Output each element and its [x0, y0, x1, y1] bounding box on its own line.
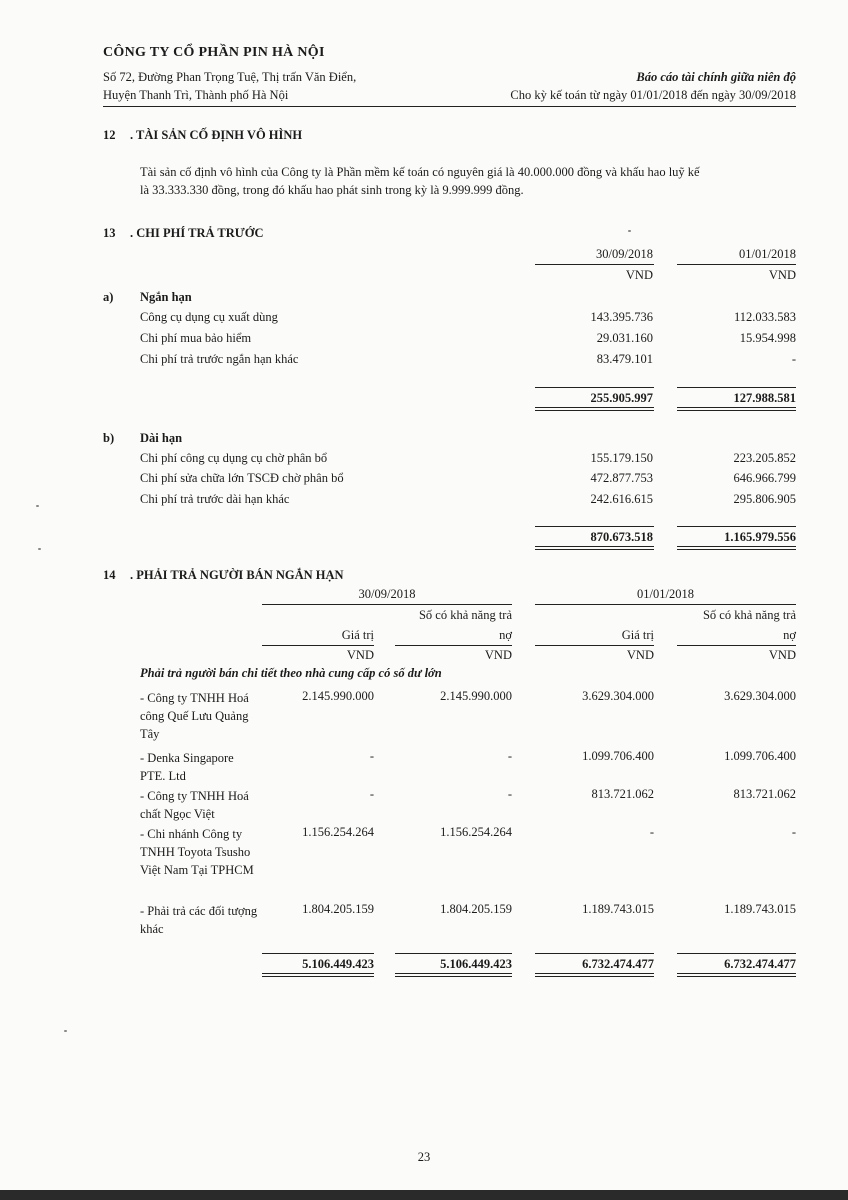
unit-label: VND: [768, 648, 796, 662]
unit-label: VND: [484, 648, 512, 662]
supplier-value: -: [507, 749, 512, 763]
supplier-value: 3.629.304.000: [724, 689, 796, 703]
page-number: 23: [417, 1150, 431, 1164]
total-double-rule: [535, 973, 654, 977]
supplier-value: 1.156.254.264: [440, 825, 512, 839]
section-13a-total-col1: 255.905.997: [590, 391, 653, 405]
prepaid-row-value: 29.031.160: [596, 331, 653, 345]
prepaid-row-name: Chi phí công cụ dụng cụ chờ phân bổ: [140, 451, 328, 465]
supplier-value: -: [649, 825, 654, 839]
section-14-total: 6.732.474.477: [582, 957, 654, 971]
total-top-rule: [535, 953, 654, 954]
supplier-value: 1.189.743.015: [724, 902, 796, 916]
col-header-rule: [535, 645, 654, 646]
prepaid-row-value: 242.616.615: [590, 492, 653, 506]
scan-speck: [628, 230, 631, 232]
unit-col1: VND: [625, 268, 653, 282]
company-address-line2: Huyện Thanh Trì, Thành phố Hà Nội: [103, 88, 289, 102]
group-header-30-09-2018: 30/09/2018: [358, 587, 416, 601]
supplier-value: -: [369, 749, 374, 763]
supplier-value: -: [791, 825, 796, 839]
supplier-value: 1.099.706.400: [582, 749, 654, 763]
total-top-rule: [535, 387, 654, 388]
prepaid-row-value: 295.806.905: [733, 492, 796, 506]
col-header-payable-amount-line1: Số có khả năng trả: [702, 608, 796, 622]
total-top-rule: [262, 953, 374, 954]
unit-label: VND: [346, 648, 374, 662]
prepaid-row-value: 646.966.799: [733, 471, 796, 485]
section-13b-label: b): [103, 431, 115, 445]
supplier-value: 3.629.304.000: [582, 689, 654, 703]
total-top-rule: [677, 387, 796, 388]
supplier-name: - Denka Singapore PTE. Ltd: [140, 751, 234, 783]
prepaid-row-value: -: [791, 352, 796, 366]
total-double-rule: [677, 546, 796, 550]
supplier-value: 1.804.205.159: [302, 902, 374, 916]
prepaid-row-value: 112.033.583: [733, 310, 796, 324]
col2-header-rule: [677, 264, 796, 265]
section-13b-total-col2: 1.165.979.556: [724, 530, 796, 544]
total-double-rule: [395, 973, 512, 977]
total-double-rule: [535, 546, 654, 550]
supplier-value: -: [507, 787, 512, 801]
report-period: Cho kỳ kế toán từ ngày 01/01/2018 đến ngày 30/09/2018: [510, 88, 796, 102]
total-double-rule: [677, 973, 796, 977]
supplier-value: 2.145.990.000: [302, 689, 374, 703]
section-14-subtitle: Phải trả người bán chi tiết theo nhà cung cấp có số dư lớn: [140, 666, 442, 680]
col-header-rule: [395, 645, 512, 646]
supplier-value: 1.804.205.159: [440, 902, 512, 916]
report-title: Báo cáo tài chính giữa niên độ: [636, 70, 796, 84]
col-header-30-09-2018: 30/09/2018: [596, 247, 653, 261]
total-double-rule: [535, 407, 654, 411]
scan-speck: [38, 548, 41, 550]
scan-speck: [64, 1030, 67, 1032]
header-rule: [103, 106, 796, 107]
section-13a-label: a): [103, 290, 114, 304]
prepaid-row-name: Chi phí trả trước ngắn hạn khác: [140, 352, 299, 366]
prepaid-row-name: Chi phí sửa chữa lớn TSCĐ chờ phân bổ: [140, 471, 344, 485]
unit-label: VND: [626, 648, 654, 662]
total-top-rule: [395, 953, 512, 954]
col-header-payable-amount-line2: nợ: [783, 628, 796, 642]
section-14-title: . PHẢI TRẢ NGƯỜI BÁN NGẮN HẠN: [130, 568, 344, 582]
supplier-name: - Chi nhánh Công ty TNHH Toyota Tsusho Việt Nam Tại TPHCM: [140, 827, 254, 877]
unit-col2: VND: [768, 268, 796, 282]
col1-header-rule: [535, 264, 654, 265]
group-header-rule: [535, 604, 796, 605]
supplier-value: 813.721.062: [733, 787, 796, 801]
section-12-paragraph-line2: là 33.333.330 đồng, trong đó khấu hao phát sinh trong kỳ là 9.999.999 đồng.: [140, 183, 524, 197]
supplier-value: -: [369, 787, 374, 801]
section-14-total: 5.106.449.423: [302, 957, 374, 971]
section-14-number: 14: [103, 568, 116, 582]
section-12-title: . TÀI SẢN CỐ ĐỊNH VÔ HÌNH: [130, 128, 303, 142]
prepaid-row-value: 15.954.998: [739, 331, 796, 345]
company-address-line1: Số 72, Đường Phan Trọng Tuệ, Thị trấn Văn Điển,: [103, 70, 357, 84]
section-14-total: 6.732.474.477: [724, 957, 796, 971]
prepaid-row-value: 83.479.101: [596, 352, 653, 366]
section-12-paragraph-line1: Tài sản cố định vô hình của Công ty là Phần mềm kế toán có nguyên giá là 40.000.000 đồng và khấu hao luỹ kế: [140, 165, 700, 179]
col-header-01-01-2018: 01/01/2018: [739, 247, 796, 261]
col-header-payable-amount-line1: Số có khả năng trả: [418, 608, 512, 622]
col-header-value: Giá trị: [621, 628, 654, 642]
supplier-value: 1.189.743.015: [582, 902, 654, 916]
supplier-name: - Công ty TNHH Hoá công Quế Lưu Quảng Tây: [140, 691, 249, 741]
section-13b-total-col1: 870.673.518: [590, 530, 653, 544]
total-double-rule: [677, 407, 796, 411]
prepaid-row-value: 472.877.753: [590, 471, 653, 485]
supplier-value: 2.145.990.000: [440, 689, 512, 703]
prepaid-row-name: Chi phí mua bảo hiểm: [140, 331, 252, 345]
group-header-01-01-2018: 01/01/2018: [637, 587, 694, 601]
company-name: CÔNG TY CỔ PHẦN PIN HÀ NỘI: [103, 45, 325, 60]
col-header-value: Giá trị: [341, 628, 374, 642]
prepaid-row-name: Chi phí trả trước dài hạn khác: [140, 492, 290, 506]
group-header-rule: [262, 604, 512, 605]
section-12-number: 12: [103, 128, 116, 142]
supplier-value: 1.156.254.264: [302, 825, 374, 839]
section-13a-total-col2: 127.988.581: [733, 391, 796, 405]
prepaid-row-value: 143.395.736: [590, 310, 653, 324]
total-top-rule: [535, 526, 654, 527]
supplier-value: 813.721.062: [591, 787, 654, 801]
prepaid-row-value: 155.179.150: [590, 451, 653, 465]
supplier-name: - Công ty TNHH Hoá chất Ngọc Việt: [140, 789, 249, 821]
total-top-rule: [677, 526, 796, 527]
supplier-name: - Phải trả các đối tượng khác: [140, 904, 258, 936]
prepaid-row-value: 223.205.852: [733, 451, 796, 465]
section-13-number: 13: [103, 226, 116, 240]
prepaid-row-name: Công cụ dụng cụ xuất dùng: [140, 310, 278, 324]
scan-bottom-edge: [0, 1190, 848, 1200]
section-13b-title: Dài hạn: [140, 431, 183, 445]
total-top-rule: [677, 953, 796, 954]
scan-speck: [36, 505, 39, 507]
col-header-payable-amount-line2: nợ: [499, 628, 512, 642]
section-13-title: . CHI PHÍ TRẢ TRƯỚC: [130, 226, 264, 240]
section-14-total: 5.106.449.423: [440, 957, 512, 971]
section-13a-title: Ngắn hạn: [140, 290, 192, 304]
col-header-rule: [262, 645, 374, 646]
supplier-value: 1.099.706.400: [724, 749, 796, 763]
col-header-rule: [677, 645, 796, 646]
total-double-rule: [262, 973, 374, 977]
